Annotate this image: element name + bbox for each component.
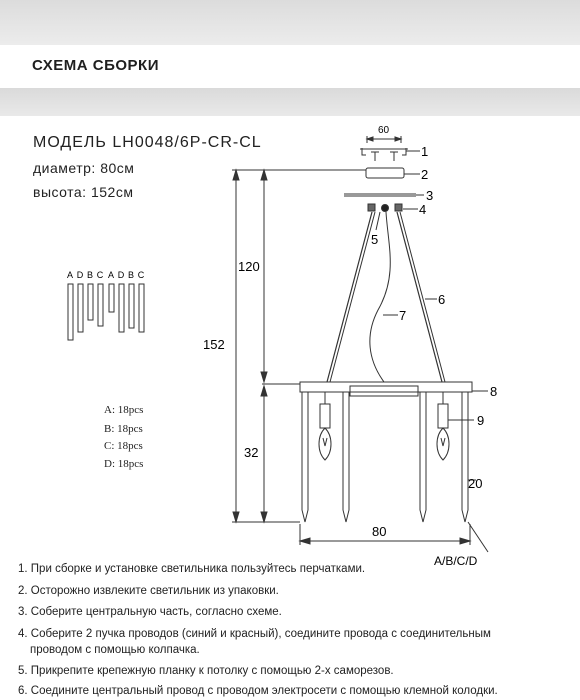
step-3: 3. Соберите центральную часть, согласно схеме. [18, 606, 282, 618]
callout-6: 6 [438, 292, 446, 307]
crystal-qty-a: A: 18pcs [104, 404, 144, 416]
dim-60-label: 60 [378, 125, 390, 136]
crystal-key-letter: A [107, 270, 115, 280]
crystal-types-label: A/B/C/D [434, 554, 478, 568]
callout-8: 8 [490, 384, 498, 399]
crystal-key-letter: B [127, 270, 135, 280]
dim-20-label: 20 [468, 476, 483, 491]
step-6: 6. Соедините центральный провод с проводом электросети с помощью клемной колодки. [18, 685, 498, 697]
crystal-key-letter: C [96, 270, 104, 280]
crystal-prism [139, 284, 144, 332]
crystal-prism [88, 284, 93, 320]
crystal-key-letter: A [66, 270, 74, 280]
model-name: МОДЕЛЬ LH0048/6P-CR-CL [33, 134, 262, 151]
callout-2: 2 [421, 167, 429, 182]
crystal-key-letter: B [86, 270, 94, 280]
callout-1: 1 [421, 144, 429, 159]
crystal-prism [78, 284, 83, 332]
step-4-continued: проводом с помощью колпачка. [30, 644, 200, 656]
canopy-hooks [368, 204, 402, 212]
crystal-prism [129, 284, 134, 328]
step-2: 2. Осторожно извлеките светильник из упаковки. [18, 585, 279, 597]
frame [300, 382, 472, 396]
dim-80-label: 80 [372, 524, 387, 539]
lamp-right [437, 392, 449, 460]
step-5: 5. Прикрепите крепежную планку к потолку с помощью 2-х саморезов. [18, 665, 394, 677]
lamp-left [319, 392, 331, 460]
dim-120-label: 120 [238, 259, 260, 274]
height-spec: высота: 152см [33, 184, 134, 200]
callout-4: 4 [419, 202, 427, 217]
dim-32-label: 32 [244, 445, 259, 460]
crystal-qty-d: D: 18pcs [104, 458, 144, 470]
crystal-prism [119, 284, 124, 332]
diameter-spec: диаметр: 80см [33, 160, 135, 176]
height-dimensions [232, 170, 366, 522]
callout-5: 5 [371, 232, 379, 247]
crystal-key [67, 270, 145, 340]
crystal-qty-c: C: 18pcs [104, 440, 143, 452]
callout-7: 7 [399, 308, 407, 323]
suspension [327, 212, 445, 382]
crystal-key-letter: C [137, 270, 145, 280]
mounting-parts [344, 136, 416, 196]
crystal-key-letter: D [117, 270, 125, 280]
step-4: 4. Соберите 2 пучка проводов (синий и красный), соедините провода с соединительным [18, 628, 491, 640]
page-title: СХЕМА СБОРКИ [32, 57, 159, 74]
crystal-prism [109, 284, 114, 312]
callout-9: 9 [477, 413, 485, 428]
dim-152-label: 152 [203, 337, 225, 352]
crystal-key-letter: D [76, 270, 84, 280]
crystal-prism [68, 284, 73, 340]
crystal-qty-b: B: 18pcs [104, 423, 143, 435]
crystal-prism [98, 284, 103, 326]
callout-3: 3 [426, 188, 434, 203]
callout-leaders [376, 151, 488, 552]
step-1: 1. При сборке и установке светильника пользуйтесь перчатками. [18, 563, 366, 575]
